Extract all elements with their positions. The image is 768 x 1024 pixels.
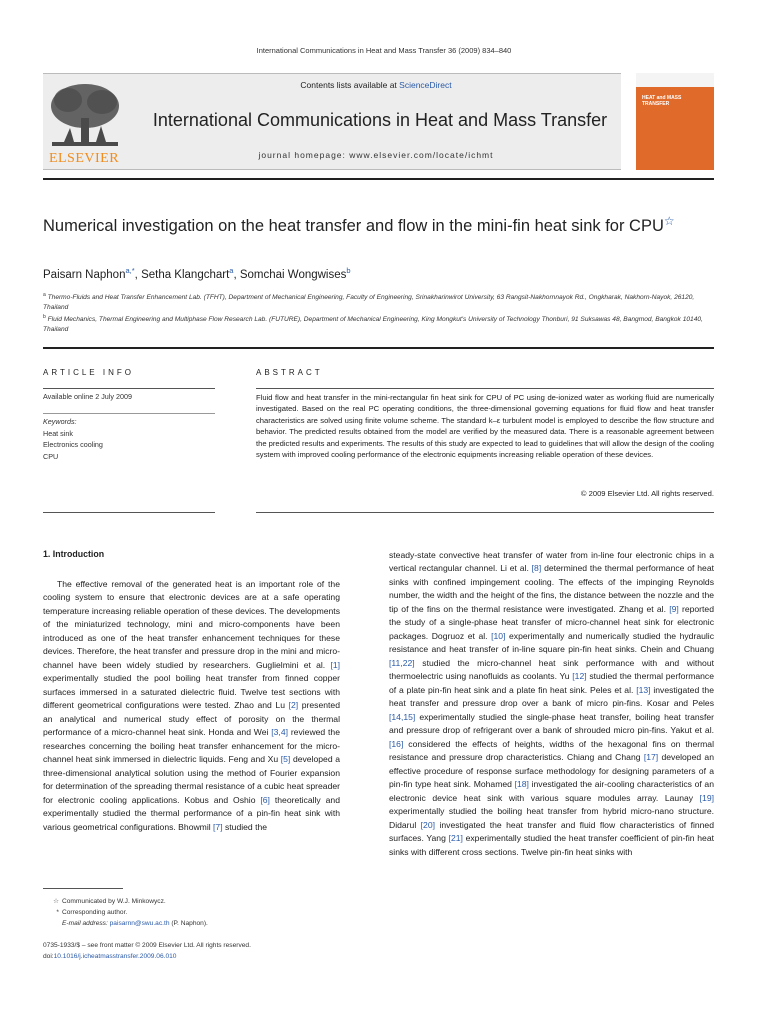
intro-paragraph [43,578,340,834]
body-text-run: steady-state convective heat transfer of water from in-line four electronic chips in a vertical rectangular channel. Li et al. [389,550,714,574]
affiliation-b [43,314,714,336]
body-text-run: developed an effective procedure of response surface methodology for designing parameters of a pin-fin type heat sink. Mohamed [389,752,714,790]
body-text-run: presented an analytical and numerical study effect of porosity on the thermal performance of a micro-channel heat sink. Honda and Wei [43,700,340,738]
citation-link[interactable]: [18] [514,779,529,790]
available-online: Available online 2 July 2009 [43,392,132,401]
body-text-run: investigated the heat transfer and pressure drop over a bank of micro pin-fins. Kosar and Peles [389,684,714,709]
body-text-run: theoretically and experimentally studied the thermal performance of a pin-fin heat sink with various geometrical configurations. Bhowmil [43,794,340,832]
body-text-run: studied the thermal performance of a plate pin-fin heat sink and a plate fin heat sink. Peles et al. [389,671,715,695]
keywords-label: Keywords: [43,417,77,426]
citation-link[interactable]: [16] [389,738,404,749]
citation-link[interactable]: [8] [531,563,542,574]
article-info-rule [43,388,215,389]
body-text-run: considered the effects of heights, widths of the hexagonal fins on thermal resistance and pressure drop characteristics. Chiang and Chang [389,738,714,763]
email-label: E-mail address: [62,920,110,928]
contents-line [130,80,622,90]
footnote-mark: ☆ [53,898,59,905]
body-text-run: determined the thermal performance of heat sinks with confined impingement cooling. The effects of the impinging Reynolds number, the width and the height of the fins, the distance between the nozzle and the tip of the fins on the thermal resistance were investigated. Zhang et al. [389,563,714,614]
author-list [43,266,714,281]
doi-label: doi: [43,953,54,961]
article-info-label: ARTICLE INFO [43,368,134,377]
citation-link[interactable]: [20] [420,819,436,830]
footnote-email [43,918,343,929]
author-affiliation-mark[interactable]: a [229,266,234,275]
footnote-text: Communicated by W.J. Minkowycz. [62,898,166,905]
cover-title: HEAT and MASS TRANSFER [642,95,682,107]
masthead-rule [43,178,714,180]
footnote-mark: * [56,909,59,917]
abstract-text: Fluid flow and heat transfer in the mini-rectangular fin heat sink for CPU of PC using de-ionized water as working fluid are numerically investigated. Based on the real PC operating conditions, the three-dimensional governing equations for fluid flow and heat transfer characteristics are solved using finite volume scheme. The standard k–ε turbulent model is employed to describe the flow structure and behavior. The predicted results obtained from the model are verified by the measured data. There is a reasonable agreement between the predicted results and experiments. The results of this study are expected to lead to guidelines that will allow the design of the cooling system with improved cooling performance of the electronic equipments increasing reliable operation of these devices. [256,393,714,459]
running-head: International Communications in Heat and Mass Transfer 36 (2009) 834–840 [256,46,512,55]
affiliation-mark: a [43,292,46,298]
citation-link[interactable]: [19] [699,792,714,803]
affiliation-a [43,292,714,314]
body-text-run: investigated the air-cooling characteristics of an electronic device heat sink with various square modules array. Launay [389,779,714,803]
body-text-run: studied the [222,821,268,832]
citation-link[interactable]: [2] [288,700,299,711]
body-text-run: experimentally studied the boiling heat transfer from hybrid micro-nano structure. Didarul [389,806,714,830]
citation-link[interactable]: [17] [643,752,659,763]
elsevier-tree-logo [44,80,126,150]
citation-link[interactable]: [9] [669,603,679,614]
header-rule [43,347,714,349]
journal-homepage[interactable]: journal homepage: www.elsevier.com/locate/ichmt [258,150,494,160]
body-text-run: investigated the heat transfer and fluid flow characteristics of finned surfaces. Yang [389,819,714,844]
citation-link[interactable]: [10] [491,630,506,641]
abstract-label: ABSTRACT [256,368,323,377]
body-text-run: experimentally studied the single-phase heat transfer, boiling heat transfer and pressure drop of refrigerant over a bank of shrouded micro pin-fins. Yakut et al. [389,711,714,736]
author-affiliation-mark[interactable]: a,* [125,266,135,275]
sciencedirect-link[interactable]: ScienceDirect [399,80,452,90]
citation-link[interactable]: [21] [448,833,463,844]
contents-prefix: Contents lists available at [300,80,400,90]
affiliation-mark: b [43,314,46,320]
citation-link[interactable]: [5] [280,754,291,765]
article-info-subrule [43,413,215,414]
doi-line [43,951,373,962]
citation-link[interactable]: [14,15] [389,711,416,722]
author-separator: , [134,268,142,281]
body-text-run: developed a three-dimensional analytical solution using the method of Fourier expansion for determination of the spreading thermal resistance of a cubic heat spreader for electronic cooling applications. Kobus and Oshio [43,754,340,805]
footnote-communicated [43,896,343,907]
affiliation-text: Thermo-Fluids and Heat Transfer Enhancement Lab. (TFHT), Department of Mechanical Engineering, Faculty of Engineering, Srinakharinwirot University, 63 Rangsit-Nakhornnayok Rd., Ongkharak, Nakhorn-Nayok, 26120, Thailand [43,294,695,312]
body-text-run: studied the micro-channel heat sink performance with and without thermoelectric using nanofluids as coolants. Yu [389,657,714,682]
body-text-run: reported the study of a single-phase heat transfer of micro-channel heat sink for electronic packages. Dogruoz et al. [389,603,714,641]
keyword: CPU [43,451,59,461]
body-text-run: The effective removal of the generated heat is an important role of the cooling system to ensure that electronic devices are at a safe operating temperature increasing reliable operation of these devices. The developments of the miniaturized technology, mini and micro-components have been introduced as one of the heat transfer enhancement techniques for these devices. Therefore, the heat transfer and pressure drop in the mini and micro-channel have been widely studied by researchers. Guglielmini et al. [43,578,340,670]
footnote-corresponding [43,907,343,918]
author-email-link[interactable]: paisarnn@swu.ac.th [109,920,170,928]
abstract-copyright: © 2009 Elsevier Ltd. All rights reserved. [580,489,714,498]
doi-link[interactable]: 10.1016/j.icheatmasstransfer.2009.06.010 [53,953,177,961]
body-column-left [43,548,340,834]
footnotes [43,896,343,930]
footnote-text: Corresponding author. [62,909,128,917]
citation-link[interactable]: [12] [572,671,587,682]
body-column-right [389,549,714,859]
elsevier-logo-text: ELSEVIER [48,151,120,166]
journal-title: International Communications in Heat and Mass Transfer [152,110,608,130]
title-footnote-mark[interactable]: ☆ [663,214,675,228]
journal-cover-thumbnail [636,73,714,170]
citation-link[interactable]: [7] [213,821,223,832]
cover-top-band [636,73,714,87]
issn-line: 0735-1933/$ – see front matter © 2009 Elsevier Ltd. All rights reserved. [43,942,251,949]
author-name[interactable]: Setha Klangchart [141,268,230,281]
citation-link[interactable]: [11,22] [389,657,415,668]
citation-link[interactable]: [6] [260,794,270,805]
body-text-run: experimentally and numerically studied the hydraulic resistance and heat transfer of in-line square pin-fin heat sinks. Chein and Chuang [389,630,714,655]
doi-block [43,940,373,962]
intro-paragraph-continued [389,549,714,859]
keyword: Electronics cooling [43,440,103,450]
body-text-run: experimentally studied the heat transfer coefficient of pin-fin heat sinks with different cross sections. Twelve pin-fin heat sinks with [389,833,715,857]
article-title [43,214,714,237]
abstract-end-rule [256,512,714,513]
citation-link[interactable]: [3,4] [271,727,288,738]
body-text-run: experimentally studied the pool boiling heat transfer from finned copper surfaces immersed in a saturated dielectric fluid. Twelve test sections with different geometrical configurations were tested. Zhao and Lu [43,673,340,711]
author-name[interactable]: Somchai Wongwises [239,268,347,281]
citation-link[interactable]: [1] [330,659,340,670]
author-separator: , [233,268,240,281]
body-text-run: reviewed the researches concerning the boiling heat transfer enhancement for the micro-channel heat sink immersed in dielectric liquids. Feng and Xu [43,727,340,765]
keywords-block [43,416,215,462]
article-info-end-rule [43,512,215,513]
article-title-text: Numerical investigation on the heat transfer and flow in the mini-fin heat sink for CPU [43,217,664,235]
affiliation-text: Fluid Mechanics, Thermal Engineering and Multiphase Flow Research Lab. (FUTURE), Department of Mechanical Engineering, King Mongkut's University of Technology Thonburi, 91 Suksawas 48, Bangmod, Bangkok 10140, Thailand [43,316,703,334]
citation-link[interactable]: [13] [636,684,651,695]
section-heading-introduction: 1. Introduction [43,549,105,559]
footnote-rule [43,888,123,889]
abstract-rule [256,388,714,389]
author-affiliation-mark[interactable]: b [346,266,351,275]
author-name[interactable]: Paisarn Naphon [43,268,126,281]
email-suffix: (P. Naphon). [169,920,208,928]
keyword: Heat sink [43,428,73,438]
